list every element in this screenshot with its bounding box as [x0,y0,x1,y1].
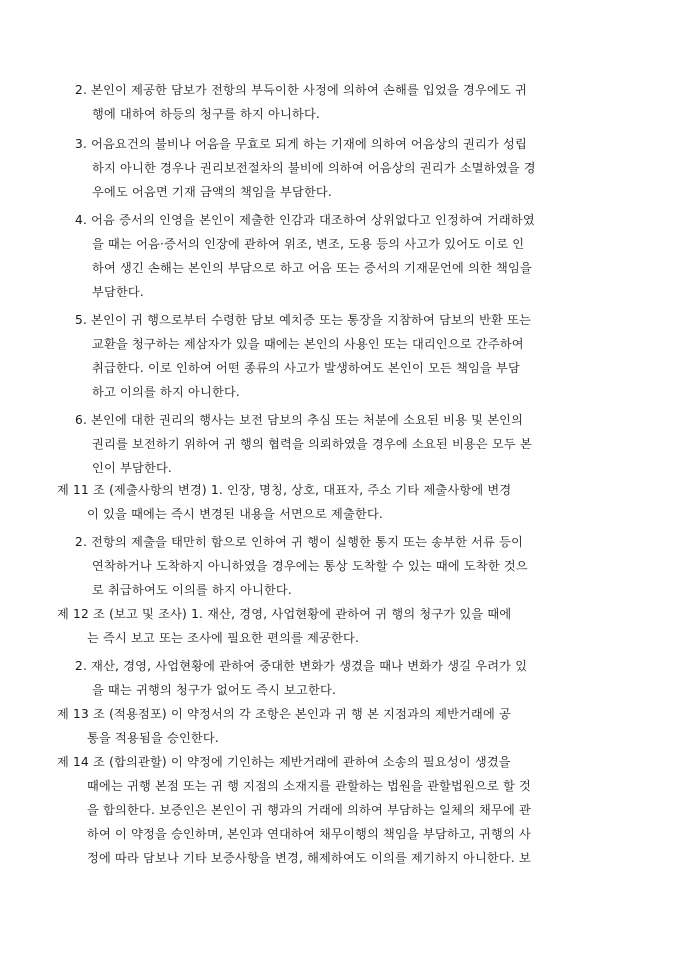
text-line: 을 때는 어음·증서의 인장에 관하여 위조, 변조, 도용 등의 사고가 있어도 이로 인 [92,237,525,251]
text-line: 3. 어음요건의 불비나 어음을 무효로 되게 하는 기재에 의하여 어음상의 권리가 성립 [75,137,527,151]
article-12-heading: 제 12 조 (보고 및 조사) 1. 재산, 경영, 사업현황에 관하여 귀 행의 청구가 있을 때에 [57,607,512,621]
text-line: 통을 적용됨을 승인한다. [87,731,219,745]
article-11-heading: 제 11 조 (제출사항의 변경) 1. 인장, 명칭, 상호, 대표자, 주소 기타 제출사항에 변경 [57,483,512,497]
text-line: 연착하거나 도착하지 아니하였을 경우에는 통상 도착할 수 있는 때에 도착한 것으 [92,559,528,573]
text-line: 하지 아니한 경우나 권리보전절차의 불비에 의하여 어음상의 권리가 소멸하였을 경 [92,161,536,175]
text-line: 2. 본인이 제공한 담보가 전항의 부득이한 사정에 의하여 손해를 입었을 경우에도 귀 [75,83,527,97]
text-line: 을 때는 귀행의 청구가 없어도 즉시 보고한다. [92,683,337,697]
text-line: 취급한다. 이로 인하여 어떤 종류의 사고가 발생하여도 본인이 모든 책임을 부담 [92,361,520,375]
article-14-heading: 제 14 조 (합의관할) 이 약정에 기인하는 제반거래에 관하여 소송의 필요성이 생겼을 [57,755,511,769]
text-line: 는 즉시 보고 또는 조사에 필요한 편의를 제공한다. [87,631,360,645]
text-line: 교환을 청구하는 제삼자가 있을 때에는 본인의 사용인 또는 대리인으로 간주하여 [92,337,524,351]
article-13-heading: 제 13 조 (적용점포) 이 약정서의 각 조항은 본인과 귀 행 본 지점과의 제반거래에 공 [57,707,512,721]
text-line: 2. 재산, 경영, 사업현황에 관하여 중대한 변화가 생겼을 때나 변화가 생길 우려가 있 [75,659,528,673]
text-line: 2. 전항의 제출을 태만히 함으로 인하여 귀 행이 실행한 통지 또는 송부한 서류 등이 [75,535,524,549]
text-line: 하여 생긴 손해는 본인의 부담으로 하고 어음 또는 증서의 기재문언에 의한 책임을 [92,261,532,275]
text-line: 정에 따라 담보나 기타 보증사항을 변경, 해제하여도 이의를 제기하지 아니한다. 보 [87,851,532,865]
text-line: 권리를 보전하기 위하여 귀 행의 협력을 의뢰하였을 경우에 소요된 비용은 모두 본 [92,437,532,451]
text-line: 때에는 귀행 본점 또는 귀 행 지점의 소재지를 관할하는 법원을 관할법원으로 할 것 [87,779,532,793]
text-line: 이 있을 때에는 즉시 변경된 내용을 서면으로 제출한다. [87,507,384,521]
text-line: 우에도 어음면 기재 금액의 책임을 부담한다. [92,185,332,199]
text-line: 6. 본인에 대한 권리의 행사는 보전 담보의 추심 또는 처분에 소요된 비용 및 본인의 [75,413,524,427]
text-line: 을 합의한다. 보증인은 본인이 귀 행과의 거래에 의하여 부담하는 일체의 채무에 관 [87,803,532,817]
text-line: 4. 어음 증서의 인영을 본인이 제출한 인감과 대조하여 상위없다고 인정하여 거래하였 [75,213,535,227]
text-line: 부담한다. [92,285,144,299]
text-line: 하여 이 약정을 승인하며, 본인과 연대하여 채무이행의 책임을 부담하고, 귀행의 사 [87,827,532,841]
text-line: 행에 대하여 하등의 청구를 하지 아니하다. [92,107,320,121]
text-line: 인이 부담한다. [92,461,172,475]
text-line: 5. 본인이 귀 행으로부터 수령한 담보 예치증 또는 통장을 지참하여 담보의 반환 또는 [75,313,532,327]
text-line: 하고 이의를 하지 아니한다. [92,385,241,399]
text-line: 로 취급하여도 이의를 하지 아니한다. [92,583,292,597]
